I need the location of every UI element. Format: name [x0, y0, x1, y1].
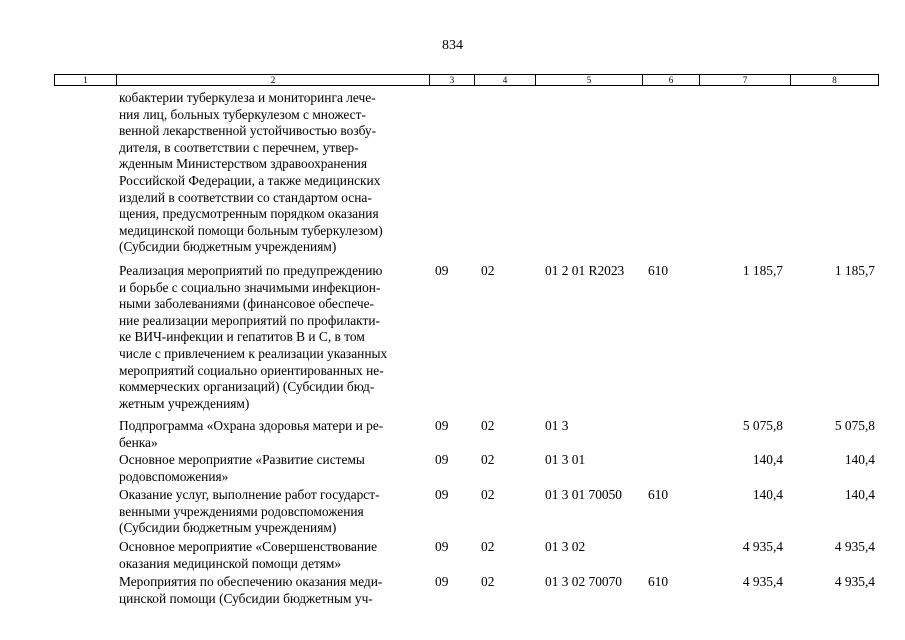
row-amount-7: 1 185,7 — [742, 263, 783, 278]
row-target-code: 01 3 01 — [545, 452, 586, 467]
row-description: Подпрограмма «Охрана здоровья матери и ре- бенка» — [119, 418, 384, 450]
row-description: Основное мероприятие «Развитие системы родовспоможения» — [119, 452, 365, 484]
header-col-7: 7 — [699, 75, 790, 85]
row-description: Мероприятия по обеспечению оказания меди- цинской помощи (Субсидии бюджетным уч- — [119, 574, 383, 606]
row-section: 09 — [435, 452, 449, 467]
page-number: 834 — [442, 38, 463, 53]
row-target-code: 01 3 02 70070 — [545, 574, 622, 589]
row-target-code: 01 3 — [545, 418, 569, 433]
header-col-2: 2 — [116, 75, 429, 85]
row-section: 09 — [435, 539, 449, 554]
row-subsection: 02 — [481, 539, 495, 554]
row-section: 09 — [435, 263, 449, 278]
row-amount-7: 5 075,8 — [742, 418, 783, 433]
header-col-8: 8 — [790, 75, 878, 85]
row-amount-8: 4 935,4 — [834, 539, 875, 554]
row-subsection: 02 — [481, 418, 495, 433]
header-col-4: 4 — [474, 75, 535, 85]
row-description: кобактерии туберкулеза и мониторинга лече- ния лиц, больных туберкулезом с множест- венной лекарственной устойчивостью возбу- дителя, в соответствии с перечнем, утвер- жденным Министерством здравоохранения Российской Федерации, а также медицинских изделий в соответствии со стандартом осна- щения, предусмотренным порядком оказания медицинской помощи больным туберкулезом) (Субсидии бюджетным учреждениям) — [119, 90, 383, 255]
row-amount-8: 140,4 — [844, 452, 875, 467]
row-expense-type: 610 — [648, 574, 669, 589]
row-amount-7: 4 935,4 — [742, 574, 783, 589]
row-amount-8: 5 075,8 — [834, 418, 875, 433]
row-amount-7: 4 935,4 — [742, 539, 783, 554]
row-amount-7: 140,4 — [752, 452, 783, 467]
row-expense-type: 610 — [648, 487, 669, 502]
row-target-code: 01 3 02 — [545, 539, 586, 554]
row-section: 09 — [435, 574, 449, 589]
row-amount-8: 140,4 — [844, 487, 875, 502]
row-section: 09 — [435, 487, 449, 502]
row-description: Оказание услуг, выполнение работ государст- венными учреждениями родовспоможения (Субсидии бюджетным учреждениям) — [119, 487, 380, 536]
row-description: Реализация мероприятий по предупреждению и борьбе с социально значимыми инфекцион- ными заболеваниями (финансовое обеспече- ние реализации мероприятий по профилакти- ке ВИЧ-инфекции и гепатитов В и С, в том числе с привлечением к реализации указанных мероприятий социально ориентированных не- коммерческих организаций) (Субсидии бюд- жетным учреждениям) — [119, 263, 388, 411]
row-target-code: 01 3 01 70050 — [545, 487, 622, 502]
row-amount-7: 140,4 — [752, 487, 783, 502]
row-target-code: 01 2 01 R2023 — [545, 263, 625, 278]
row-subsection: 02 — [481, 574, 495, 589]
header-col-1: 1 — [83, 75, 88, 85]
row-description: Основное мероприятие «Совершенствование оказания медицинской помощи детям» — [119, 539, 378, 571]
header-col-6: 6 — [642, 75, 699, 85]
row-amount-8: 4 935,4 — [834, 574, 875, 589]
row-subsection: 02 — [481, 452, 495, 467]
row-amount-8: 1 185,7 — [834, 263, 875, 278]
row-expense-type: 610 — [648, 263, 669, 278]
header-col-5: 5 — [535, 75, 642, 85]
row-subsection: 02 — [481, 263, 495, 278]
row-subsection: 02 — [481, 487, 495, 502]
row-section: 09 — [435, 418, 449, 433]
table-header — [54, 74, 879, 86]
header-col-3: 3 — [429, 75, 474, 85]
